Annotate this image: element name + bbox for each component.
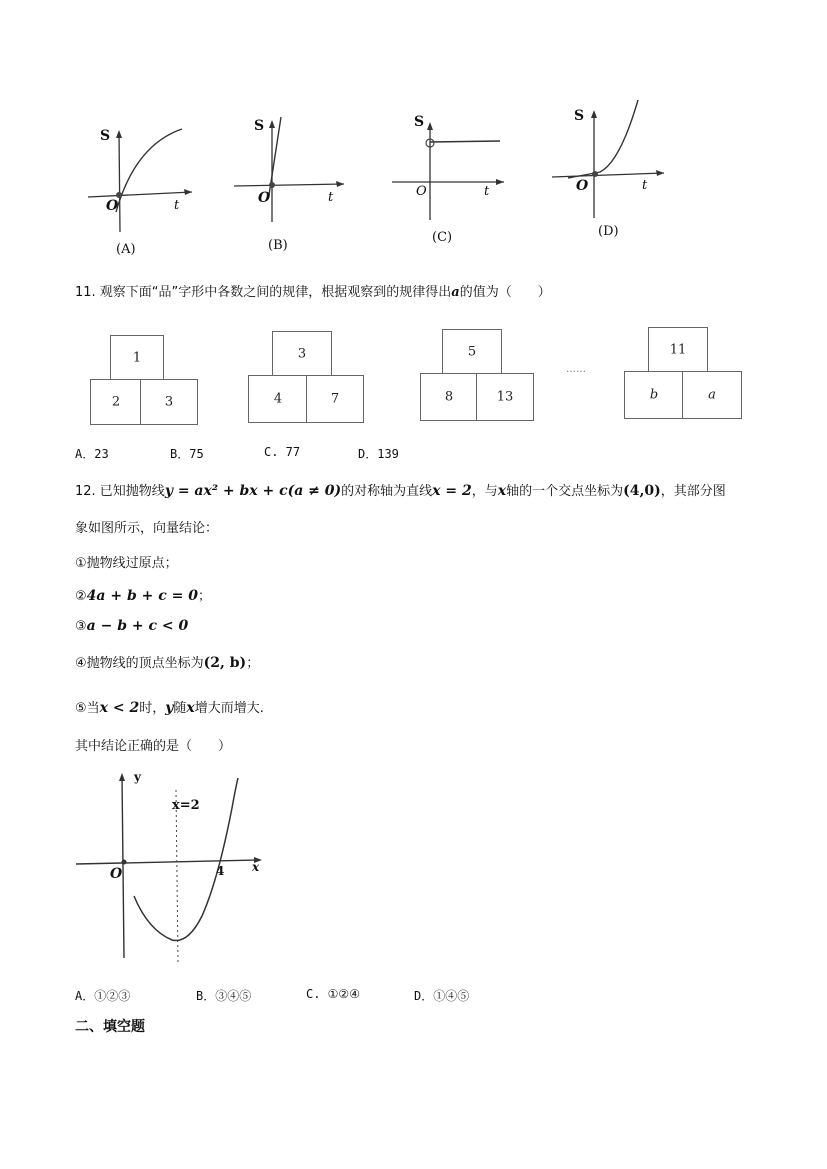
q12-stem-3: ，与: [471, 484, 498, 499]
fig2-right: [306, 375, 364, 423]
q10-graph-d: [550, 100, 670, 248]
q12-stem-line2: 象如图所示，向量结论：: [75, 521, 219, 536]
fig4-left: [624, 371, 684, 419]
fig2-left-num: 4: [273, 391, 283, 407]
q12-axis-label: x=2: [172, 798, 200, 813]
c2-post: ；: [197, 589, 211, 604]
graph-c-o: O: [416, 184, 427, 199]
fig1-right-num: 3: [164, 394, 174, 410]
q11-option-b[interactable]: B．75: [170, 447, 204, 461]
graph-c-label: (C): [432, 230, 453, 245]
q12-conclusion-3: [75, 618, 188, 634]
fig3-right: [476, 373, 534, 421]
fig4-top: [648, 327, 708, 373]
fig2-left: [248, 375, 308, 423]
graph-c-t: t: [484, 184, 490, 199]
c2-eq: 4a + b + c = 0: [86, 588, 198, 604]
c4-post: ；: [246, 656, 260, 671]
c5-x: x: [186, 700, 195, 716]
q12-x-label: x: [252, 860, 260, 874]
q12-y-label: y: [134, 770, 141, 784]
q11-option-a[interactable]: A．23: [75, 447, 109, 461]
graph-d-o: O: [576, 178, 589, 194]
c5-pre: ⑤当: [75, 701, 100, 716]
q10-graph-b: [232, 110, 352, 260]
c5-mid2: 随: [173, 701, 187, 716]
graph-b-o: O: [258, 190, 271, 206]
fig1-left: [90, 379, 142, 425]
q12-conclusion-2: [75, 585, 211, 604]
graph-a-t: t: [174, 198, 180, 213]
graph-b-t: t: [328, 190, 334, 205]
c2-pre: ②: [75, 589, 87, 604]
c5-post: 增大而增大.: [194, 701, 264, 716]
fig3-top-num: 5: [467, 344, 477, 360]
fig3-right-num: 13: [496, 389, 514, 405]
c3-pre: ③: [75, 619, 87, 634]
q10-graph-c: [392, 108, 512, 256]
c4-pre: ④抛物线的顶点坐标为: [75, 656, 204, 671]
fig1-top-num: 1: [132, 350, 142, 366]
q12-axis-eq: x = 2: [432, 483, 472, 499]
q12-stem-5: ，其部分图: [660, 484, 726, 499]
c4-eq: (2, b): [203, 655, 247, 671]
q12-o-label: O: [110, 866, 123, 882]
q12-conclusion-5: [75, 697, 264, 716]
c5-mid1: 时，: [139, 701, 166, 716]
q12-stem-2: 的对称轴为直线: [341, 484, 433, 499]
fig4-top-num: 11: [669, 342, 687, 358]
q12-graph-svg: [70, 768, 270, 968]
graph-b-s: S: [254, 118, 265, 134]
fig4-right: [682, 371, 742, 419]
graph-a-s: S: [100, 128, 111, 144]
fig1-left-num: 2: [111, 394, 121, 410]
fig1-top: [110, 335, 164, 381]
q11-option-c[interactable]: C. 77: [264, 445, 301, 459]
fig4-right-var: a: [708, 387, 716, 403]
c5-y: y: [165, 700, 174, 716]
q12-option-b[interactable]: B．③④⑤: [196, 989, 252, 1003]
c3-eq: a − b + c < 0: [86, 618, 189, 634]
fig2-right-num: 7: [330, 391, 340, 407]
fig4-left-var: b: [649, 387, 659, 403]
q12-stem-line1: [75, 480, 726, 499]
q11-var: a: [451, 285, 460, 300]
q12-conclusion-1: ①抛物线过原点；: [75, 556, 178, 571]
q11-stem: [75, 281, 551, 300]
graph-d-s: S: [574, 108, 585, 124]
graph-d-t: t: [642, 178, 648, 193]
q12-point: (4,0): [623, 483, 661, 499]
q10-graph-a: [80, 120, 200, 260]
graph-a-label: (A): [116, 242, 136, 257]
fig1-right: [140, 379, 198, 425]
q12-conclusion-4: [75, 652, 259, 671]
q12-option-d[interactable]: D．①④⑤: [414, 989, 470, 1003]
q12-x-var: x: [497, 483, 507, 499]
q12-option-c[interactable]: C. ①②④: [306, 987, 360, 1001]
q12-stem-4: 轴的一个交点坐标为: [506, 484, 624, 499]
fig2-top: [272, 331, 332, 377]
q11-ellipsis: ……: [566, 364, 586, 375]
q12-ask: 其中结论正确的是（ ）: [75, 739, 232, 754]
section-heading-fill-blank: 二、填空题: [75, 1019, 145, 1035]
q12-stem-1: 12. 已知抛物线: [75, 484, 165, 499]
graph-a-svg: [80, 120, 200, 260]
q12-four-label: 4: [216, 864, 225, 878]
graph-c-s: S: [414, 114, 425, 130]
fig2-top-num: 3: [297, 346, 307, 362]
fig3-left-num: 8: [444, 389, 454, 405]
graph-d-label: (D): [598, 224, 619, 239]
graph-b-label: (B): [268, 238, 288, 253]
graph-b-svg: [232, 110, 352, 260]
q11-stem-pre: 11. 观察下面“品”字形中各数之间的规律，根据观察到的规律得出: [75, 285, 452, 300]
q11-stem-post: 的值为（ ）: [459, 285, 551, 300]
fig3-top: [442, 329, 502, 375]
graph-a-o: O: [106, 198, 119, 214]
q11-option-d[interactable]: D．139: [358, 447, 399, 461]
q12-equation: y = ax² + bx + c(a ≠ 0): [164, 483, 342, 499]
q12-parabola-graph: [70, 768, 270, 968]
fig3-left: [420, 373, 478, 421]
q12-option-a[interactable]: A．①②③: [75, 989, 131, 1003]
c5-eq: x < 2: [99, 700, 140, 716]
